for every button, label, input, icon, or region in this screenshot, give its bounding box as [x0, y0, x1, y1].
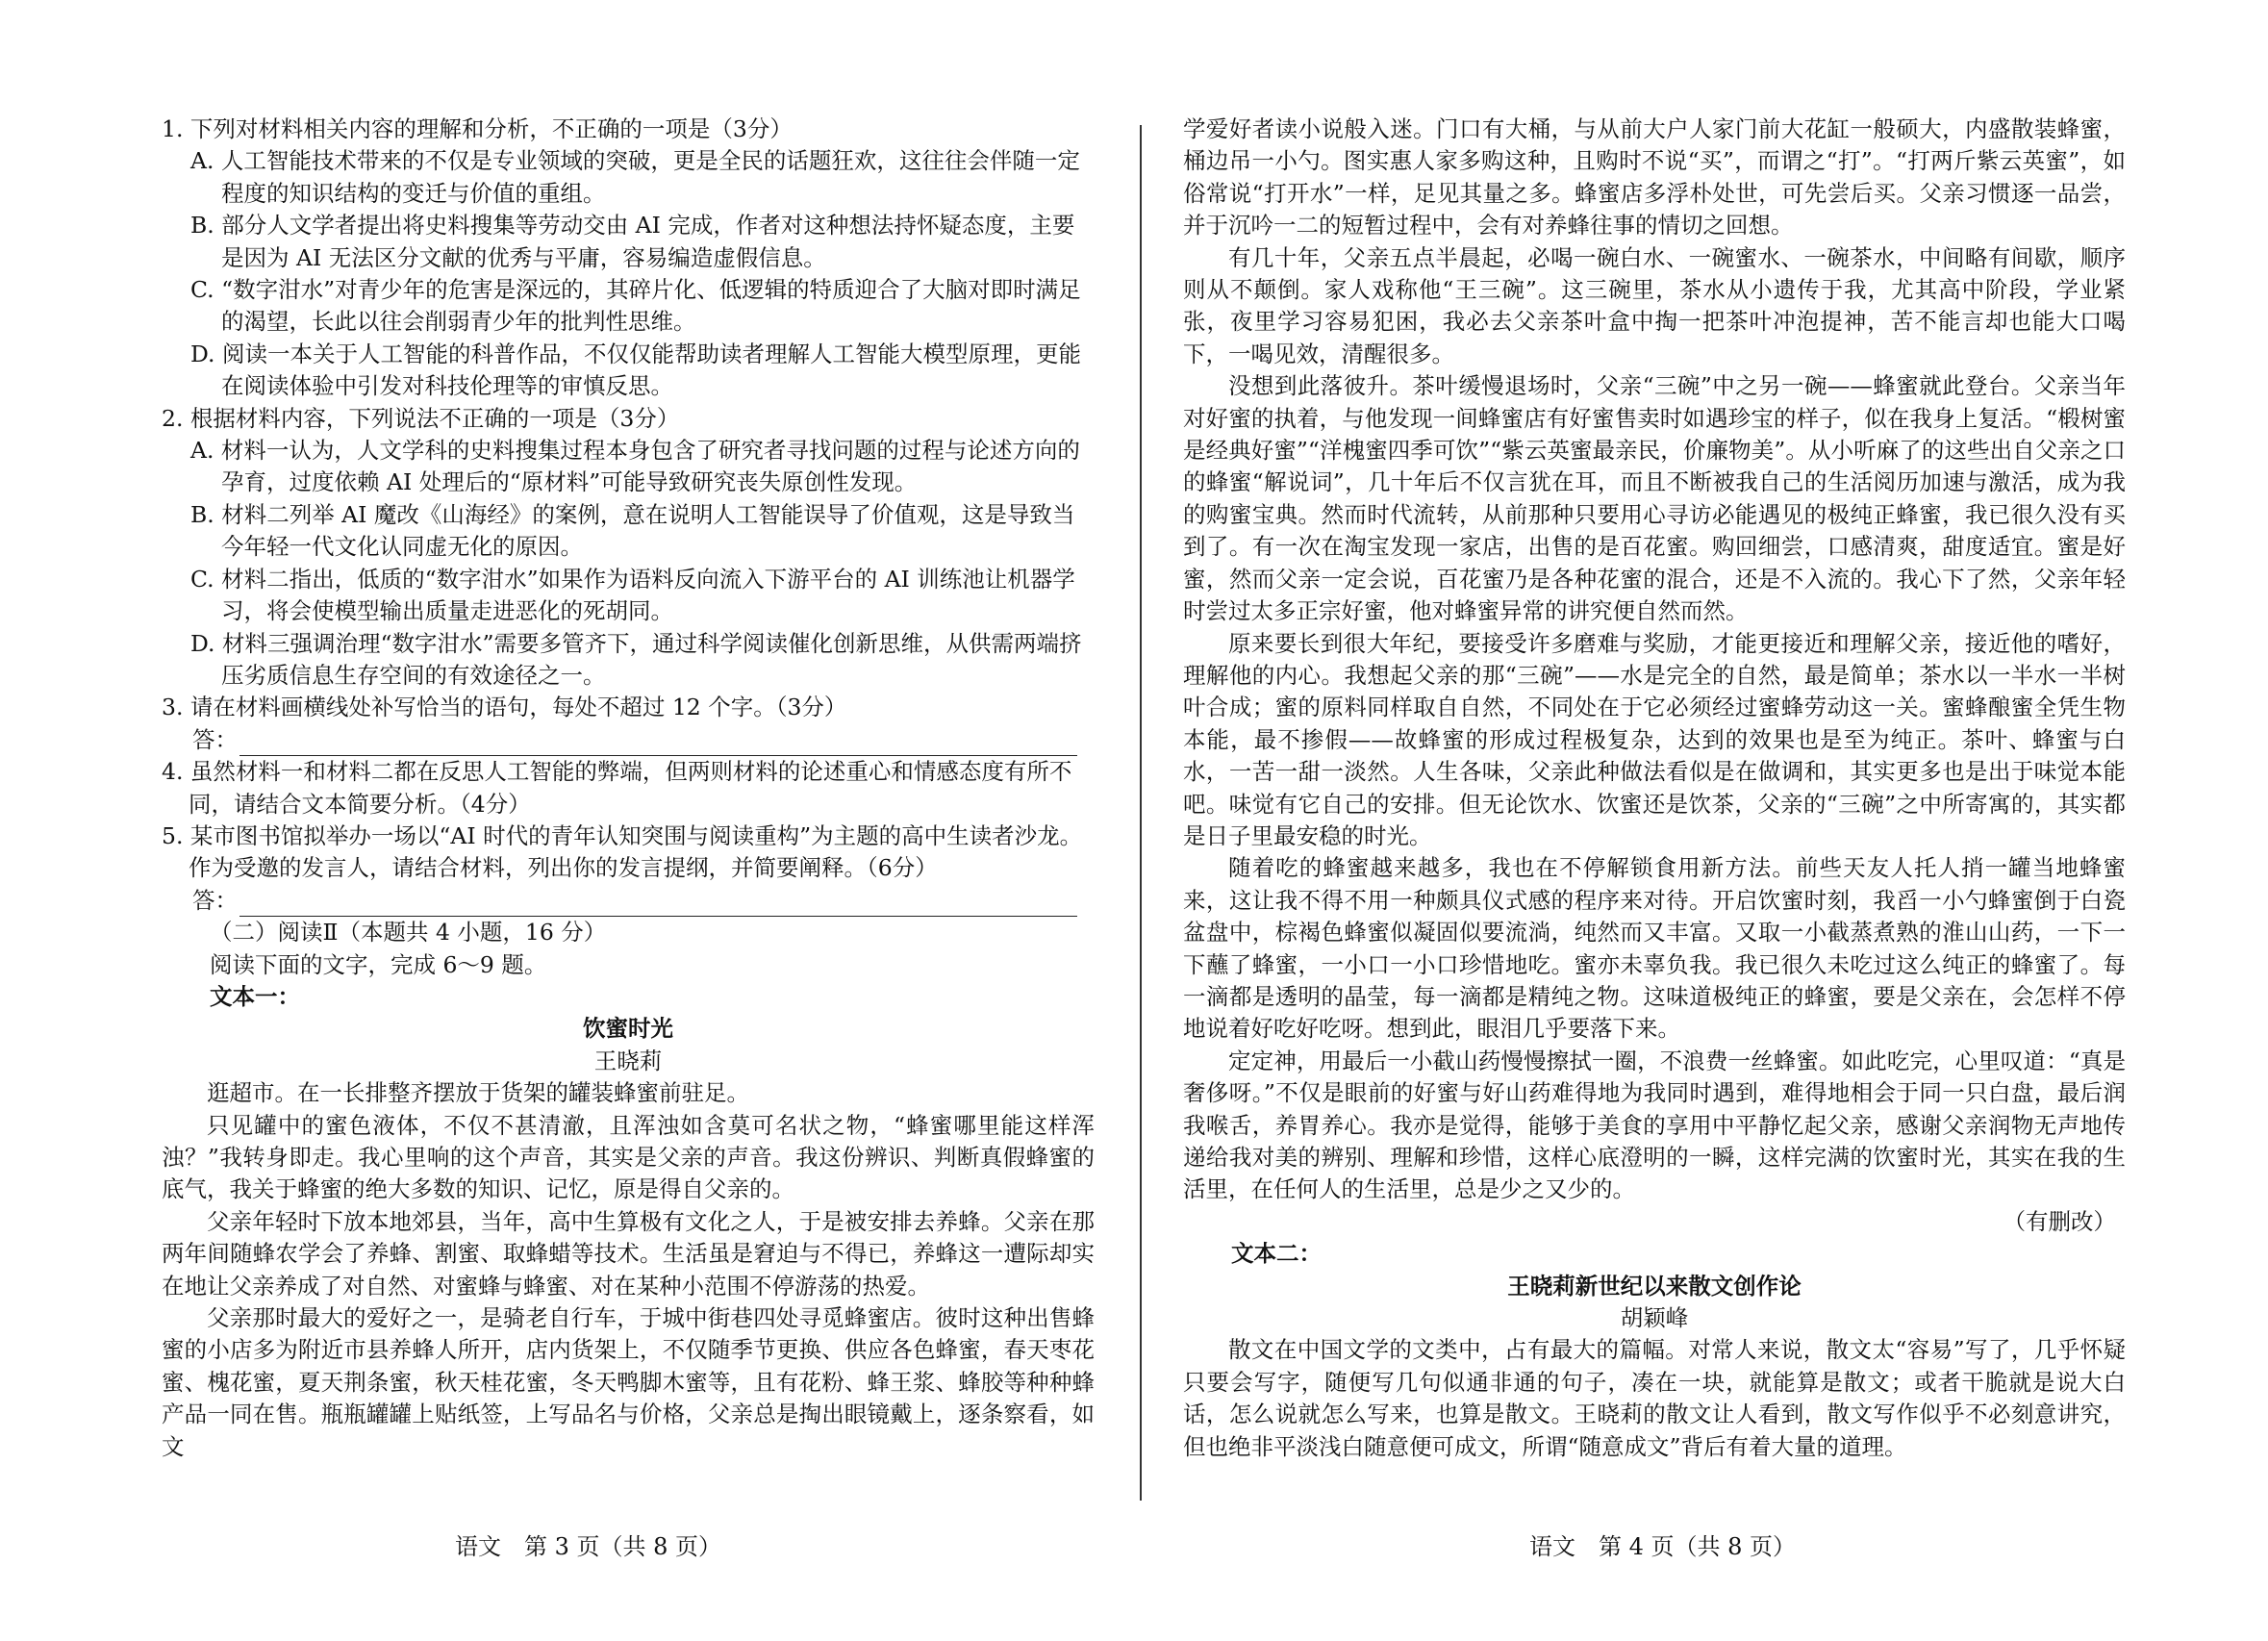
revision-note: （有删改）	[2003, 1207, 2116, 1235]
question-4	[162, 756, 1095, 820]
article-paragraph: 只见罐中的蜜色液体，不仅不甚清澈，且浑浊如含莫可名状之物，“蜂蜜哪里能这样浑浊？”我转身即走。我心里响的这个声音，其实是父亲的声音。我这份辨识、判断真假蜂蜜的底气，我关于蜂蜜的绝大多数的知识、记忆，原是得自父亲的。	[162, 1111, 1095, 1203]
question-1-option-d: D. 阅读一本关于人工智能的科普作品，不仅仅能帮助读者理解人工智能大模型原理，更能在阅读体验中引发对科技伦理等的审慎反思。	[190, 340, 1081, 400]
question-3-answer-area[interactable]	[162, 724, 1095, 756]
article-paragraph: 随着吃的蜂蜜越来越多，我也在不停解锁食用新方法。前些天友人托人捎一罐当地蜂蜜来，这让我不得不用一种颇具仪式感的程序来对待。开启饮蜜时刻，我舀一小勺蜂蜜倒于白瓷盆盘中，棕褐色蜂蜜似凝固似要流淌，纯然而又丰富。又取一小截蒸煮熟的淮山山药，一下一下蘸了蜂蜜，一小口一小口珍惜地吃。蜜亦未辜负我。我已很久未吃过这么纯正的蜂蜜了。每一滴都是透明的晶莹，每一滴都是精纯之物。这味道极纯正的蜂蜜，要是父亲在，会怎样不停地说着好吃好吃呀。想到此，眼泪几乎要落下来。	[1183, 854, 2126, 1043]
question-2-option-d: D. 材料三强调治理“数字泔水”需要多管齐下，通过科学阅读催化创新思维，从供需两端挤压劣质信息生存空间的有效途径之一。	[190, 629, 1082, 689]
question-1-option-c: C. “数字泔水”对青少年的危害是深远的，其碎片化、低逻辑的特质迎合了大脑对即时满足的渴望，长此以往会削弱青少年的批判性思维。	[190, 276, 1081, 336]
section-2-instruction: 阅读下面的文字，完成 6～9 题。	[210, 950, 547, 978]
article-paragraph: 父亲年轻时下放本地郊县，当年，高中生算极有文化之人，于是被安排去养蜂。父亲在那两年间随蜂农学会了养蜂、割蜜、取蜂蜡等技术。生活虽是窘迫与不得已，养蜂这一遭际却实在地让父亲养成了对自然、对蜜蜂与蜂蜜、对在某种小范围不停游荡的热爱。	[162, 1207, 1095, 1300]
question-2-option-b: B. 材料二列举 AI 魔改《山海经》的案例，意在说明人工智能误导了价值观，这是导致当今年轻一代文化认同虚无化的原因。	[190, 500, 1075, 561]
question-1-option-b: B. 部分人文学者提出将史料搜集等劳动交由 AI 完成，作者对这种想法持怀疑态度，主要是因为 AI 无法区分文献的优秀与平庸，容易编造虚假信息。	[190, 212, 1075, 271]
text-1-label: 文本一：	[210, 982, 300, 1010]
article-paragraph: 没想到此落彼升。茶叶缓慢退场时，父亲“三碗”中之另一碗——蜂蜜就此登台。父亲当年对好蜜的执着，与他发现一间蜂蜜店有好蜜售卖时如遇珍宝的样子，似在我身上复活。“椴树蜜是经典好蜜”“洋槐蜜四季可饮”“紫云英蜜最亲民，价廉物美”。从小听麻了的这些出自父亲之口的蜂蜜“解说词”，几十年后不仅言犹在耳，而且不断被我自己的生活阅历加速与激活，成为我的购蜜宝典。然而时代流转，从前那种只要用心寻访必能遇见的极纯正蜂蜜，我已很久没有买到了。有一次在淘宝发现一家店，出售的是百花蜜。购回细尝，口感清爽，甜度适宜。蜜是好蜜，然而父亲一定会说，百花蜜乃是各种花蜜的混合，还是不入流的。我心下了然，父亲年轻时尝过太多正宗好蜜，他对蜂蜜异常的讲究便自然而然。	[1183, 372, 2126, 625]
article-paragraph: 学爱好者读小说般入迷。门口有大桶，与从前大户人家门前大花缸一般硕大，内盛散装蜂蜜，桶边吊一小勺。图实惠人家多购这种，且购时不说“买”，而谓之“打”。“打两斤紫云英蜜”，如俗常说“打开水”一样，足见其量之多。蜂蜜店多浮朴处世，可先尝后买。父亲习惯逐一品尝，并于沉吟一二的短暂过程中，会有对养蜂往事的情切之回想。	[1183, 115, 2126, 240]
section-2-heading: （二）阅读Ⅱ（本题共 4 小题，16 分）	[210, 919, 607, 947]
question-1	[162, 114, 1095, 403]
article-paragraph: 定定神，用最后一小截山药慢慢擦拭一圈，不浪费一丝蜂蜜。如此吃完，心里叹道：“真是奢侈呀。”不仅是眼前的好蜜与好山药难得地为我同时遇到，难得地相会于同一只白盘，最后润我喉舌，养胃养心。我亦是觉得，能够于美食的享用中平静忆起父亲，感谢父亲润物无声地传递给我对美的辨别、理解和珍惜，这样心底澄明的一瞬，这样完满的饮蜜时光，其实在我的生活里，在任何人的生活里，总是少之又少的。	[1183, 1047, 2126, 1203]
question-2-stem: 2. 根据材料内容，下列说法不正确的一项是（3分）	[162, 404, 680, 432]
answer-label: 答：	[192, 886, 238, 914]
question-2	[162, 403, 1095, 693]
article-2-author: 胡颖峰	[1620, 1304, 1689, 1332]
left-page	[162, 114, 1095, 1463]
answer-line[interactable]	[239, 895, 1077, 917]
question-1-option-a: A. 人工智能技术带来的不仅是专业领域的突破，更是全民的话题狂欢，这往往会伴随一定程度的知识结构的变迁与价值的重组。	[190, 147, 1080, 207]
page-divider	[1140, 125, 1142, 1501]
question-1-stem: 1. 下列对材料相关内容的理解和分析，不正确的一项是（3分）	[162, 115, 793, 142]
question-5-stem: 5. 某市图书馆拟举办一场以“AI 时代的青年认知突围与阅读重构”为主题的高中生读者沙龙。作为受邀的发言人，请结合材料，列出你的发言提纲，并简要阐释。（6分）	[162, 821, 1083, 882]
article-2-title: 王晓莉新世纪以来散文创作论	[1507, 1272, 1802, 1300]
answer-label: 答：	[192, 725, 238, 753]
page-footer-right: 语文 第 4 页（共 8 页）	[1529, 1533, 1797, 1560]
question-2-option-a: A. 材料一认为，人文学科的史料搜集过程本身包含了研究者寻找问题的过程与论述方向的孕育，过度依赖 AI 处理后的“原材料”可能导致研究丧失原创性发现。	[190, 437, 1080, 496]
article-paragraph: 原来要长到很大年纪，要接受许多磨难与奖励，才能更接近和理解父亲，接近他的嗜好，理解他的内心。我想起父亲的那“三碗”——水是完全的自然，最是简单；茶水以一半水一半树叶合成；蜜的原料同样取自自然，不同处在于它必须经过蜜蜂劳动这一关。蜜蜂酿蜜全凭生物本能，最不掺假——故蜂蜜的形成过程极复杂，达到的效果也是至为纯正。茶叶、蜂蜜与白水，一苦一甜一淡然。人生各味，父亲此种做法看似是在做调和，其实更多也是出于味觉本能吧。味觉有它自己的安排。但无论饮水、饮蜜还是饮茶，父亲的“三碗”之中所寄寓的，其实都是日子里最安稳的时光。	[1183, 629, 2126, 849]
article-paragraph: 父亲那时最大的爱好之一，是骑老自行车，于城中街巷四处寻觅蜂蜜店。彼时这种出售蜂蜜的小店多为附近市县养蜂人所开，店内货架上，不仅随季节更换、供应各色蜂蜜，春天枣花蜜、槐花蜜，夏天荆条蜜，秋天桂花蜜，冬天鸭脚木蜜等，且有花粉、蜂王浆、蜂胶等种种蜂产品一同在售。瓶瓶罐罐上贴纸签，上写品名与价格，父亲总是掏出眼镜戴上，逐条察看，如文	[162, 1304, 1095, 1460]
article-title: 饮蜜时光	[583, 1015, 673, 1043]
question-5-answer-area[interactable]	[162, 885, 1095, 917]
answer-line[interactable]	[239, 734, 1077, 756]
article-paragraph: 逛超市。在一长排整齐摆放于货架的罐装蜂蜜前驻足。	[207, 1079, 749, 1107]
question-2-option-c: C. 材料二指出，低质的“数字泔水”如果作为语料反向流入下游平台的 AI 训练池让机器学习，将会使模型输出质量走进恶化的死胡同。	[190, 565, 1075, 625]
question-3-stem: 3. 请在材料画横线处补写恰当的语句，每处不超过 12 个字。（3分）	[162, 694, 847, 721]
text-2-label: 文本二：	[1231, 1240, 1322, 1268]
question-3	[162, 692, 1095, 756]
question-4-stem: 4. 虽然材料一和材料二都在反思人工智能的弊端，但两则材料的论述重心和情感态度有所不同，请结合文本简要分析。（4分）	[162, 758, 1072, 818]
right-page	[1183, 114, 2126, 1463]
article-2-paragraph: 散文在中国文学的文类中，占有最大的篇幅。对常人来说，散文太“容易”写了，几乎怀疑只要会写字，随便写几句似通非通的句子，凑在一块，就能算是散文；或者干脆就是说大白话，怎么说就怎么写来，也算是散文。王晓莉的散文让人看到，散文写作似乎不必刻意讲究，但也绝非平淡浅白随意便可成文，所谓“随意成文”背后有着大量的道理。	[1183, 1336, 2126, 1460]
question-5	[162, 820, 1095, 917]
article-author: 王晓莉	[593, 1047, 663, 1074]
article-paragraph: 有几十年，父亲五点半晨起，必喝一碗白水、一碗蜜水、一碗茶水，中间略有间歇，顺序则从不颠倒。家人戏称他“王三碗”。这三碗里，茶水从小遗传于我，尤其高中阶段，学业紧张，夜里学习容易犯困，我必去父亲茶叶盒中掏一把茶叶冲泡提神，苦不能言却也能大口喝下，一喝见效，清醒很多。	[1183, 243, 2126, 367]
page-footer-left: 语文 第 3 页（共 8 页）	[455, 1533, 722, 1560]
